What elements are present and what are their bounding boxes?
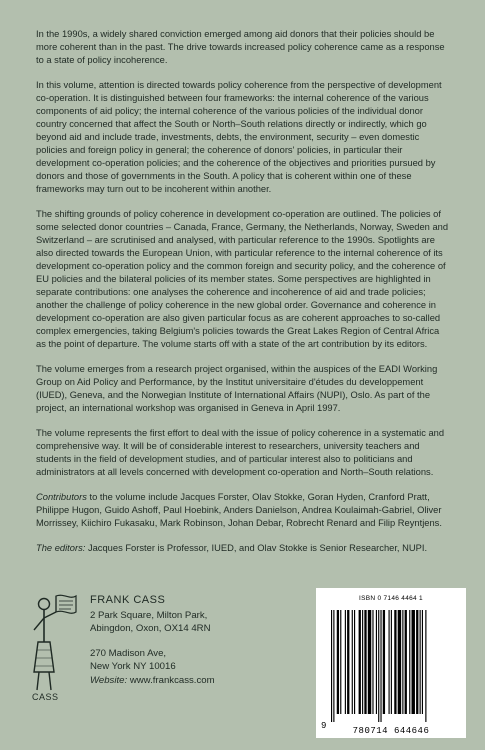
publisher-website[interactable] [90,674,215,688]
barcode-bar [354,610,355,714]
blurb-paragraph-1: In the 1990s, a widely shared conviction emerged among aid donors that their policies should be more coherent than in the past. The drive towards increased policy coherence came as a response to a state of policy incoherence. [36,29,445,65]
barcode-bar [376,610,377,714]
barcode-bar [364,610,366,714]
barcode-bar [362,610,363,714]
publisher-address-line-4: New York NY 10016 [90,661,176,672]
barcode-bar [394,610,396,714]
blurb-paragraph-5: The volume represents the first effort to deal with the issue of policy coherence in a systematic and comprehensive way. It will be of considerable interest to researchers, university teachers and students in the field of development studies, and of particular interest also to politicians and administrators at all levels concerned with development co-operation and North–South relations. [36,428,445,477]
blurb-paragraph-4: The volume emerges from a research project organised, within the auspices of the EADI Working Group on Aid Policy and Performance, by the Institut universitaire d'études du developpement (IUED), Geneva, and the Norwegian Institute of International Affairs (NUPI), Oslo. As part of the project, an international workshop was organised in Geneva in April 1997. [36,364,438,413]
publisher-logo-icon [26,590,80,700]
barcode-bar [389,610,390,714]
website-url[interactable]: www.frankcass.com [127,674,215,686]
barcode-bar [345,610,346,714]
website-label: Website: [90,674,128,686]
publisher-address-line-3: 270 Madison Ave, [90,647,167,659]
barcode-bar [383,610,385,714]
contributors-paragraph [36,491,450,530]
barcode-bar [398,610,401,714]
publisher-info [90,594,215,687]
isbn-text: ISBN 0 7146 4464 1 [359,595,423,602]
barcode-bar [333,610,334,722]
barcode-panel [316,588,466,738]
editors-label: The editors: [36,543,86,553]
contributors-label: Contributors [36,492,87,502]
publisher-address-line-1: 2 Park Square, Milton Park, [90,609,208,621]
barcode-bar [331,610,332,722]
editors-text: Jacques Forster is Professor, IUED, and Olav Stokke is Senior Researcher, NUPI. [85,543,428,553]
barcode-bar [412,610,415,714]
logo-text: CASS [32,692,59,702]
barcode-bar [347,610,349,714]
barcode-bar [391,610,392,714]
barcode-bar [420,610,421,714]
publisher-address-line-2: Abingdon, Oxon, OX14 4RN [90,623,211,634]
contributors-text: to the volume include Jacques Forster, Olav Stokke, Goran Hyden, Cranford Pratt, Philippe Hugon, Guido Ashoff, Paul Hoebink, Anders Danielson, Andrea Koulaimah-Gabriel, Oliver Morrissey, Kiichiro Fukasaku, Mark Robinson, Johan Debar, Robrecht Renard and Filip Reyntjens. [36,492,442,528]
blurb-paragraph-3: The shifting grounds of policy coherence in development co-operation are outlined. The policies of some selected donor countries – Canada, France, Germany, the Netherlands, Norway, Sweden and Switzerland – are scrutinised and analysed, with particular reference to the 1990s. Spotlights are also directed towards the European Union, with particular reference to the internal coherence of its development co-operation policy and the common foreign and security policy, and the coherence of EU policies and the bilateral policies of its member states. Some perspectives are highlighted in separate contributions: one analyses the coherence and incoherence of aid and trade policies; another the challenge of policy coherence in the new global order. Governance and coherence in development co-operation are also given particular focus as are coherent approaches to so-called complex emergencies, taking Belgium's policies towards the Great Lakes Region of Central Africa as the point of departure. The volume starts off with a state of the art contribution by its editors. [36,209,449,349]
barcode-bar [422,610,423,714]
editors-paragraph [36,542,450,555]
barcode-number: 780714 644646 [352,726,430,736]
barcode-bar [416,610,418,714]
barcode-bar [352,610,353,714]
barcode-bar [340,610,341,714]
publisher-footer [0,578,485,750]
barcode-bar [372,610,373,714]
barcode-bar [409,610,410,714]
barcode-bar [405,610,407,714]
barcode-bar [425,610,426,722]
barcode-icon [331,610,451,728]
barcode-first-digit: 9 [321,721,327,731]
barcode-bar [337,610,339,714]
barcode-bar [380,610,381,722]
barcode-bar [402,610,403,714]
publisher-name: FRANK CASS [90,594,166,606]
barcode-bar [368,610,371,714]
barcode-bar [359,610,361,714]
barcode-bar [378,610,379,722]
blurb-paragraph-2: In this volume, attention is directed towards policy coherence from the perspective of development co-operation. It is distinguished between four frameworks: the internal coherence of the various components of aid policy; the internal coherence of the various policies of the individual donor country concerned that affect the South or North–South relations directly or indirectly, which go beyond aid and include trade, investments, debts, the environment, security – even domestic policies and foreign policy in general; the coherence of donors' policies, in particular their development co-operation policies; and the coherence of the objectives and priorities pursued by donors and those of governments in the South. A policy that is coherent within one of these frameworks may turn out to be incoherent within another. [36,80,442,194]
blurb-text [36,28,450,567]
